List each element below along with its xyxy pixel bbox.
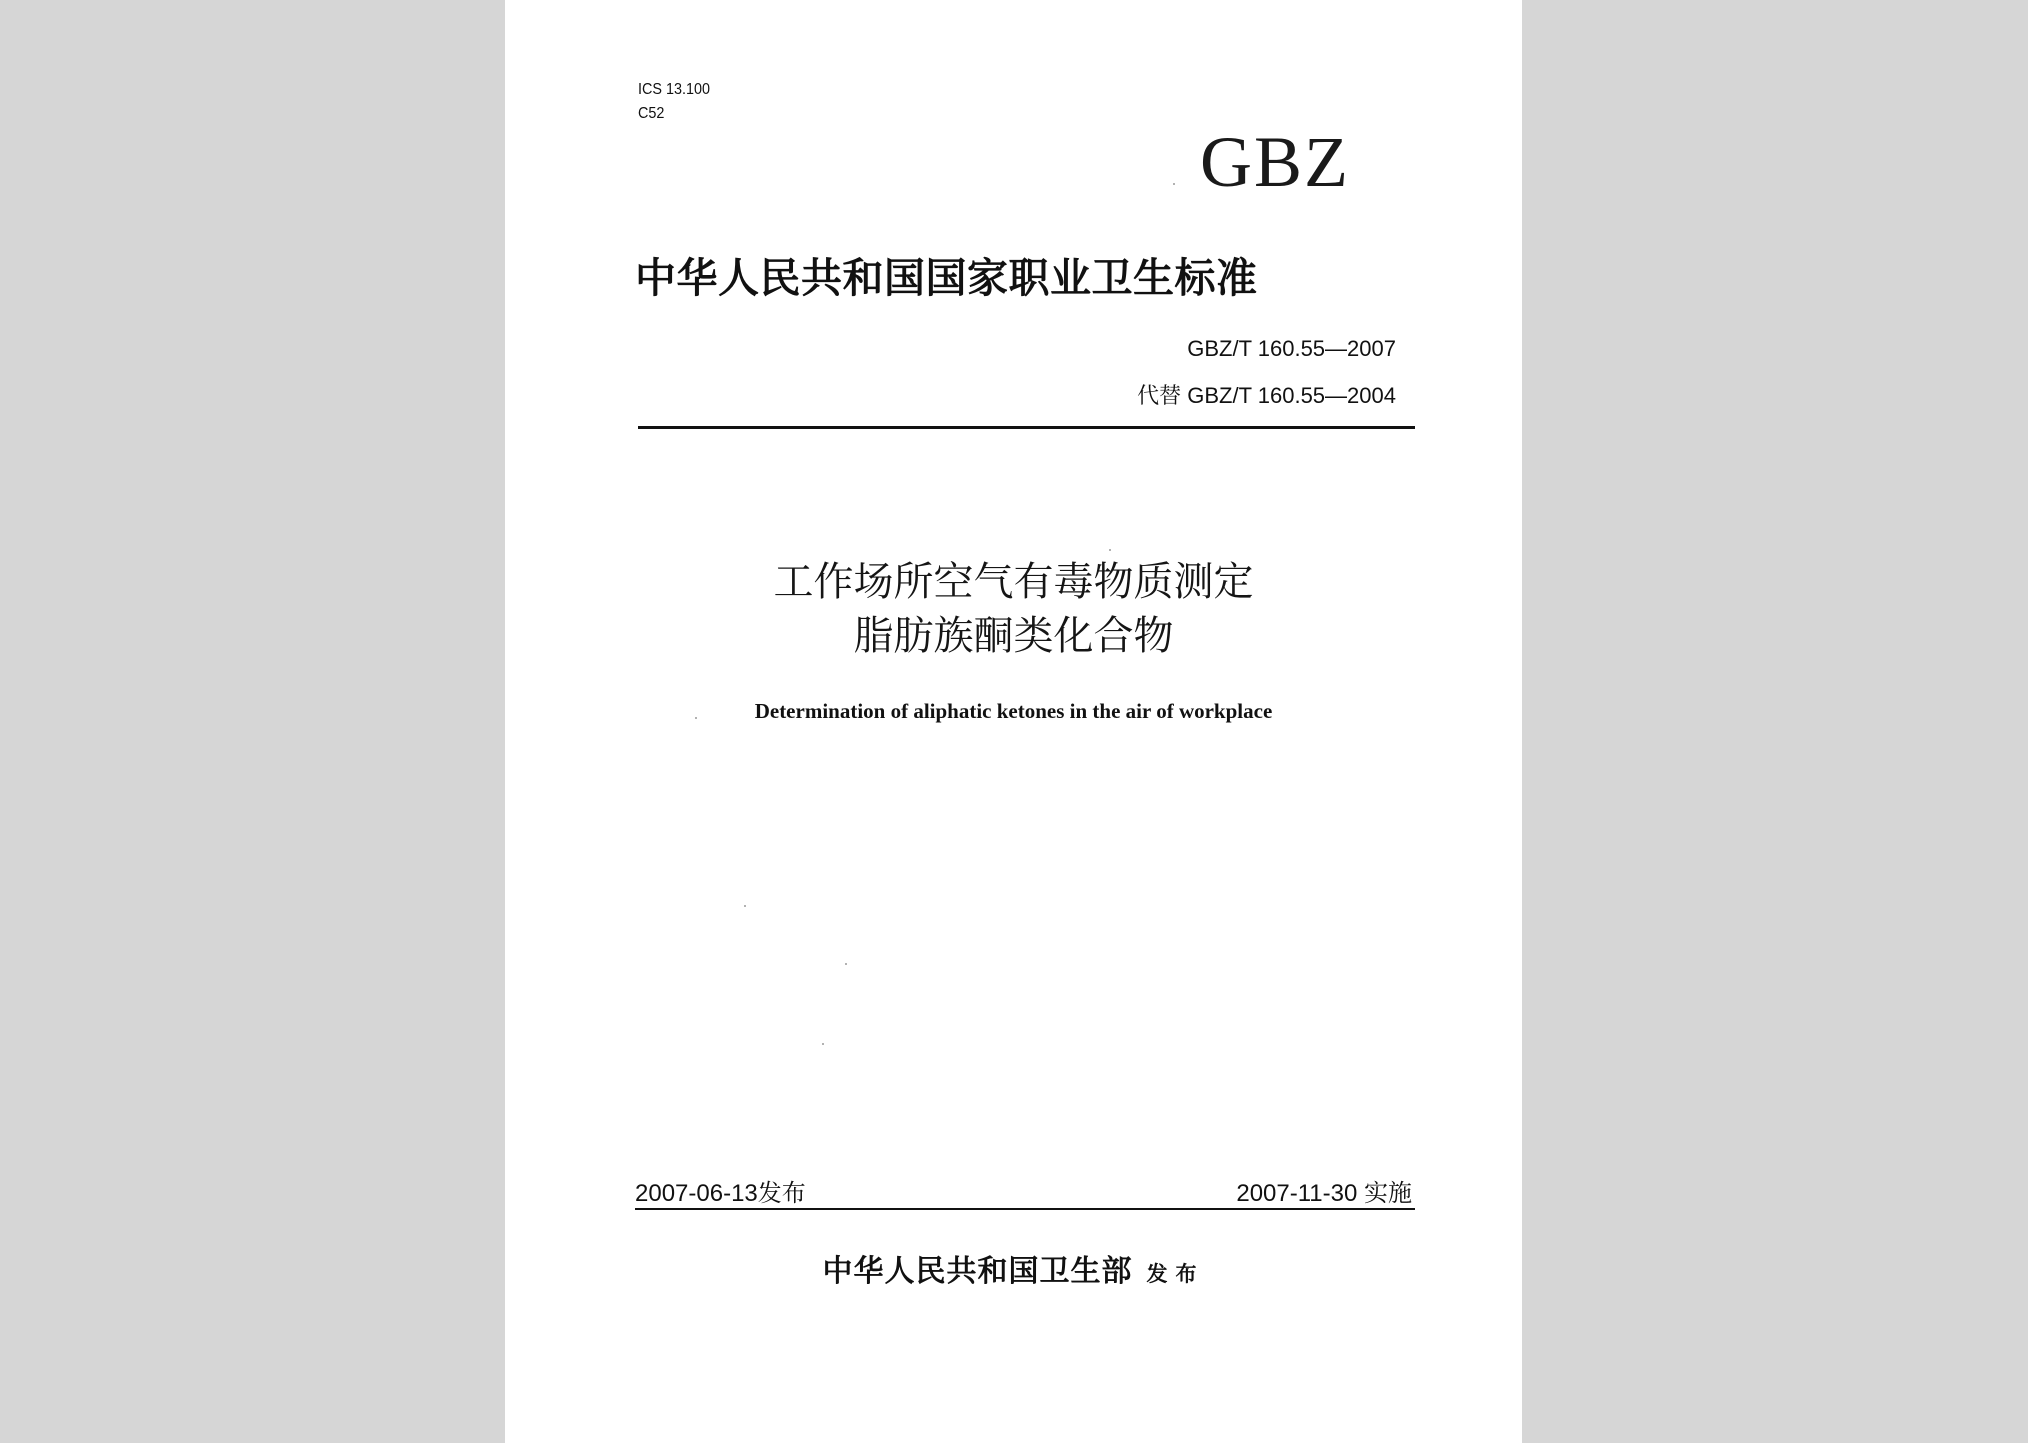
ics-code: ICS 13.100 <box>638 81 711 98</box>
issue-date-line <box>635 1179 806 1209</box>
scan-speck <box>845 963 847 965</box>
effective-date-line <box>1236 1179 1412 1209</box>
classification-codes <box>638 78 710 126</box>
replaces-line <box>1137 382 1396 410</box>
publisher-line <box>505 1252 1522 1294</box>
gbz-logo: GBZ <box>1200 122 1350 202</box>
standard-name: 中华人民共和国国家职业卫生标准 <box>635 254 1258 302</box>
issue-date: 2007-06-13 <box>635 1180 758 1207</box>
document-page <box>505 0 1522 1443</box>
replaces-label: 代替 <box>1137 383 1182 408</box>
scan-speck <box>744 905 746 907</box>
scan-speck <box>822 1043 824 1045</box>
publisher-name: 中华人民共和国卫生部 <box>822 1254 1133 1289</box>
publisher-suffix: 发布 <box>1146 1261 1205 1286</box>
standard-code-value: GBZ/T 160.55—2007 <box>1187 336 1396 361</box>
issue-label: 发布 <box>757 1180 806 1207</box>
title-line-1: 工作场所空气有毒物质测定 <box>773 559 1254 605</box>
replaces-code: GBZ/T 160.55—2004 <box>1187 383 1396 408</box>
english-title: Determination of aliphatic ketones in the air of workplace <box>754 699 1273 723</box>
effective-label: 实施 <box>1364 1180 1412 1207</box>
standard-code <box>1187 335 1396 363</box>
header-divider <box>638 426 1415 429</box>
scan-speck <box>695 717 697 719</box>
scan-speck <box>1173 183 1175 185</box>
ccs-code: C52 <box>638 105 665 122</box>
title-line-2: 脂肪族酮类化合物 <box>853 613 1174 659</box>
effective-date: 2007-11-30 <box>1236 1180 1358 1207</box>
footer-divider <box>635 1208 1415 1210</box>
scan-speck <box>1109 549 1111 551</box>
